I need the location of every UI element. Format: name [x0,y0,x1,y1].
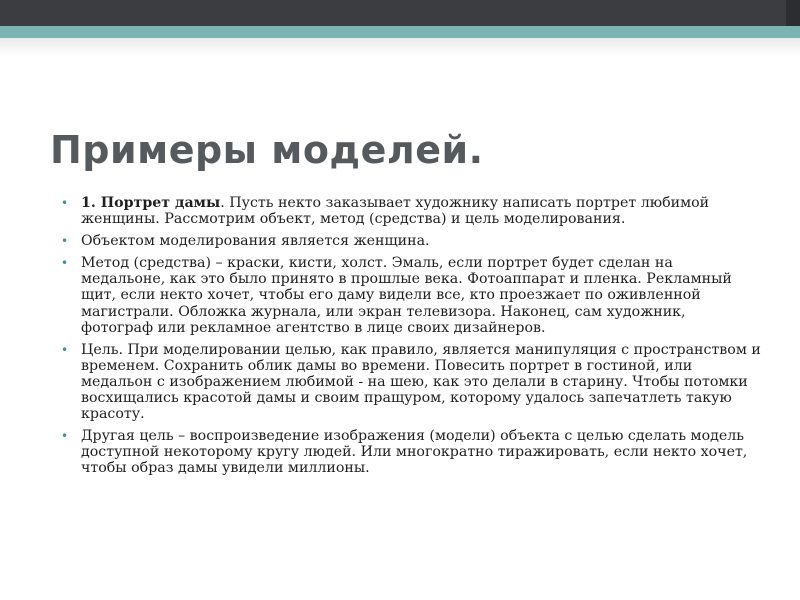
accent-stripe [0,26,800,38]
bullet-item-other-goal [61,428,761,476]
bullet-icon: • [61,256,69,271]
bullet-item-portrait [61,195,761,227]
bullet-icon: • [61,196,69,210]
bullet-icon: • [61,234,69,249]
bullet-text: . Пусть некто заказывает художнику написать портрет любимой женщины. Рассмотрим объект, метод (средства) и цель моделирования. [81,195,710,228]
bullet-item-method [61,255,761,335]
corner-accent [786,0,800,26]
bullet-text: Метод (средства) – краски, кисти, холст. Эмаль, если портрет будет сделан на медальоне, как это было принято в прошлые века. Фотоаппарат и пленка. Рекламный щит, если некто хочет, чтобы его даму видели все, кто проезжает по оживленной магистрали. Обложка журнала, или экран телевизора. Наконец, сам художник, фотограф или рекламное агентство в лице своих дизайнеров. [81,255,732,336]
slide-title: Примеры моделей. [50,128,484,172]
bullet-lead: 1. Портрет дамы [81,195,221,211]
bullet-item-goal [61,342,761,422]
header-band [0,0,800,26]
bullet-icon: • [61,342,69,357]
bullet-text: Цель. При моделировании целью, как правило, является манипуляция с пространством и временем. Сохранить облик дамы во времени. Повесить портрет в гостиной, или медальон с изображением любимой - на шею, как это делали в старину. Чтобы потомки восхищались красотой дамы и своим пращуром, которому удалось запечатлеть такую красоту. [81,341,761,423]
bullet-text: Объектом моделирования является женщина. [81,233,430,250]
bullet-list [61,195,761,483]
bullet-text: Другая цель – воспроизведение изображения (модели) объекта с целью сделать модель доступной некоторому кругу людей. Или многократно тиражировать, если некто хочет, чтобы образ дамы увидели миллионы. [81,428,748,477]
bullet-icon: • [61,429,69,444]
header-shadow [0,38,800,56]
bullet-item-object [61,233,761,249]
